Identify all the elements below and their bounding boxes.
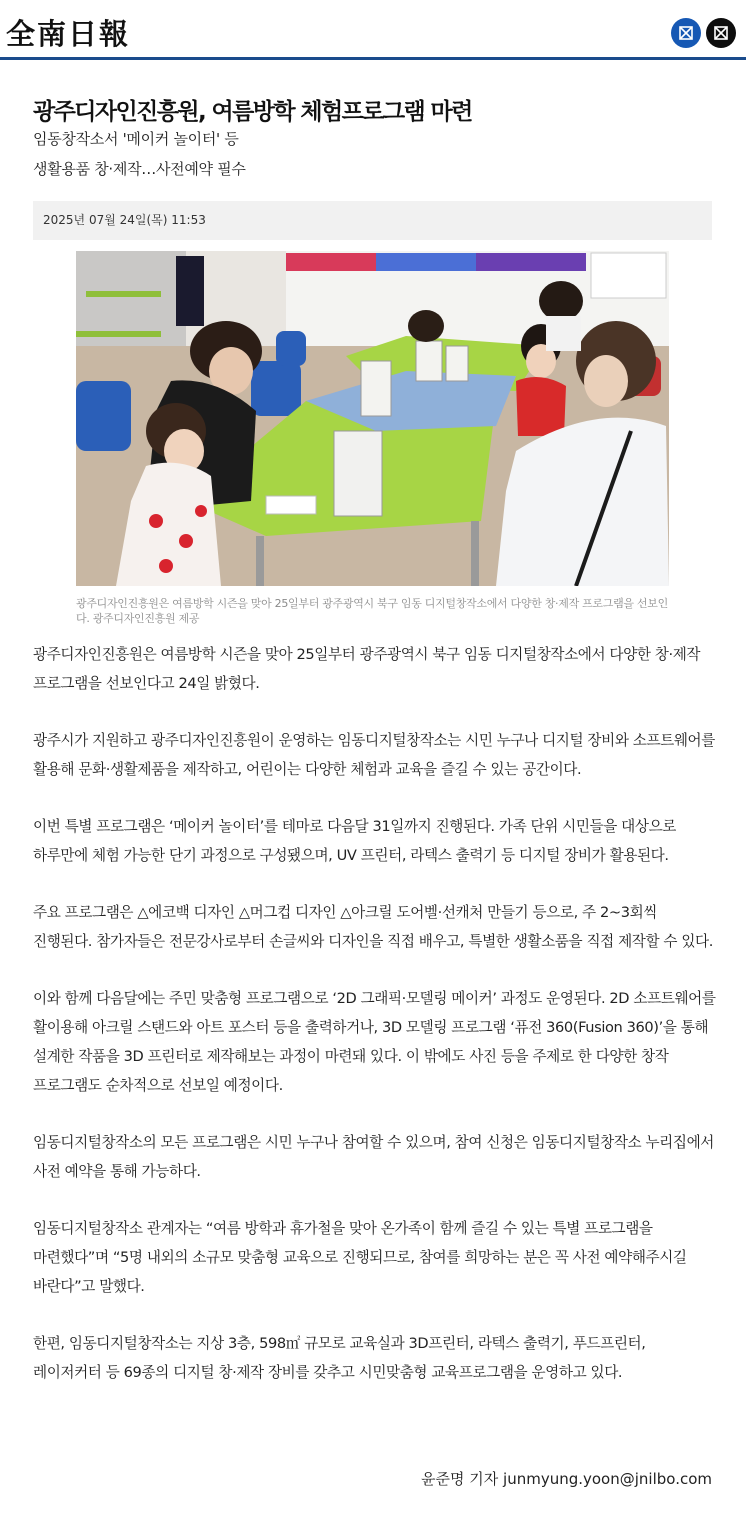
- site-header: [0, 0, 746, 60]
- article-paragraph: 한편, 임동디지털창작소는 지상 3층, 598㎡ 규모로 교육실과 3D프린터, 라텍스 출력기, 푸드프린터, 레이저커터 등 69종의 디지털 창·제작 장비를 갖추고 시민맞춤형 교육프로그램을 운영하고 있다.: [33, 1335, 646, 1381]
- article-paragraph: 주요 프로그램은 △에코백 디자인 △머그컵 디자인 △아크릴 도어벨·선캐처 만들기 등으로, 주 2~3회씩 진행된다. 참가자들은 전문강사로부터 손글씨와 디자인을 직접 배우고, 특별한 생활소품을 직접 제작할 수 있다.: [33, 904, 713, 950]
- article-date: 2025년 07월 24일(목) 11:53: [43, 213, 206, 227]
- broken-image-icon: [713, 25, 729, 41]
- article-body: [33, 640, 718, 1415]
- classroom-photo: [76, 251, 669, 586]
- article-paragraph: 이와 함께 다음달에는 주민 맞춤형 프로그램으로 ‘2D 그래픽·모델링 메이커’ 과정도 운영된다. 2D 소프트웨어를 활이용해 아크릴 스탠드와 아트 포스터 등을 출력하거나, 3D 모델링 프로그램 ‘퓨전 360(Fusion 360)’을 통해 설계한 작품을 3D 프린터로 제작해보는 과정이 마련돼 있다. 이 밖에도 사진 등을 주제로 한 다양한 창작 프로그램도 순차적으로 선보일 예정이다.: [33, 990, 716, 1094]
- header-button-1[interactable]: [671, 18, 701, 48]
- article-photo: [76, 251, 669, 586]
- site-logo[interactable]: 全南日報: [6, 17, 131, 51]
- article-paragraph: 광주디자인진흥원은 여름방학 시즌을 맞아 25일부터 광주광역시 북구 임동 디지털창작소에서 다양한 창·제작 프로그램을 선보인다고 24일 밝혔다.: [33, 646, 701, 692]
- article-paragraph: 임동디지털창작소의 모든 프로그램은 시민 누구나 참여할 수 있으며, 참여 신청은 임동디지털창작소 누리집에서 사전 예약을 통해 가능하다.: [33, 1134, 714, 1180]
- reporter-byline: 윤준명 기자 junmyung.yoon@jnilbo.com: [421, 1470, 712, 1488]
- date-bar: [33, 201, 712, 240]
- article-title: 광주디자인진흥원, 여름방학 체험프로그램 마련: [33, 99, 472, 125]
- photo-caption: 광주디자인진흥원은 여름방학 시즌을 맞아 25일부터 광주광역시 북구 임동 디지털창작소에서 다양한 창·제작 프로그램을 선보인다. 광주디자인진흥원 제공: [76, 597, 668, 625]
- article-paragraph: 광주시가 지원하고 광주디자인진흥원이 운영하는 임동디지털창작소는 시민 누구나 디지털 장비와 소프트웨어를 활용해 문화·생활제품을 제작하고, 어린이는 다양한 체험과 교육을 즐길 수 있는 공간이다.: [33, 732, 715, 778]
- article-paragraph: 임동디지털창작소 관계자는 “여름 방학과 휴가철을 맞아 온가족이 함께 즐길 수 있는 특별 프로그램을 마련했다”며 “5명 내외의 소규모 맞춤형 교육으로 진행되므로, 참여를 희망하는 분은 꼭 사전 예약해주시길 바란다”고 말했다.: [33, 1220, 687, 1295]
- article-subtitle-1: 임동창작소서 '메이커 놀이터' 등: [33, 130, 239, 148]
- broken-image-icon: [678, 25, 694, 41]
- article-paragraph: 이번 특별 프로그램은 ‘메이커 놀이터’를 테마로 다음달 31일까지 진행된다. 가족 단위 시민들을 대상으로 하루만에 체험 가능한 단기 과정으로 구성됐으며, UV 프린터, 라텍스 출력기 등 디지털 장비가 활용된다.: [33, 818, 676, 864]
- header-button-2[interactable]: [706, 18, 736, 48]
- article-subtitle-2: 생활용품 창·제작…사전예약 필수: [33, 160, 246, 178]
